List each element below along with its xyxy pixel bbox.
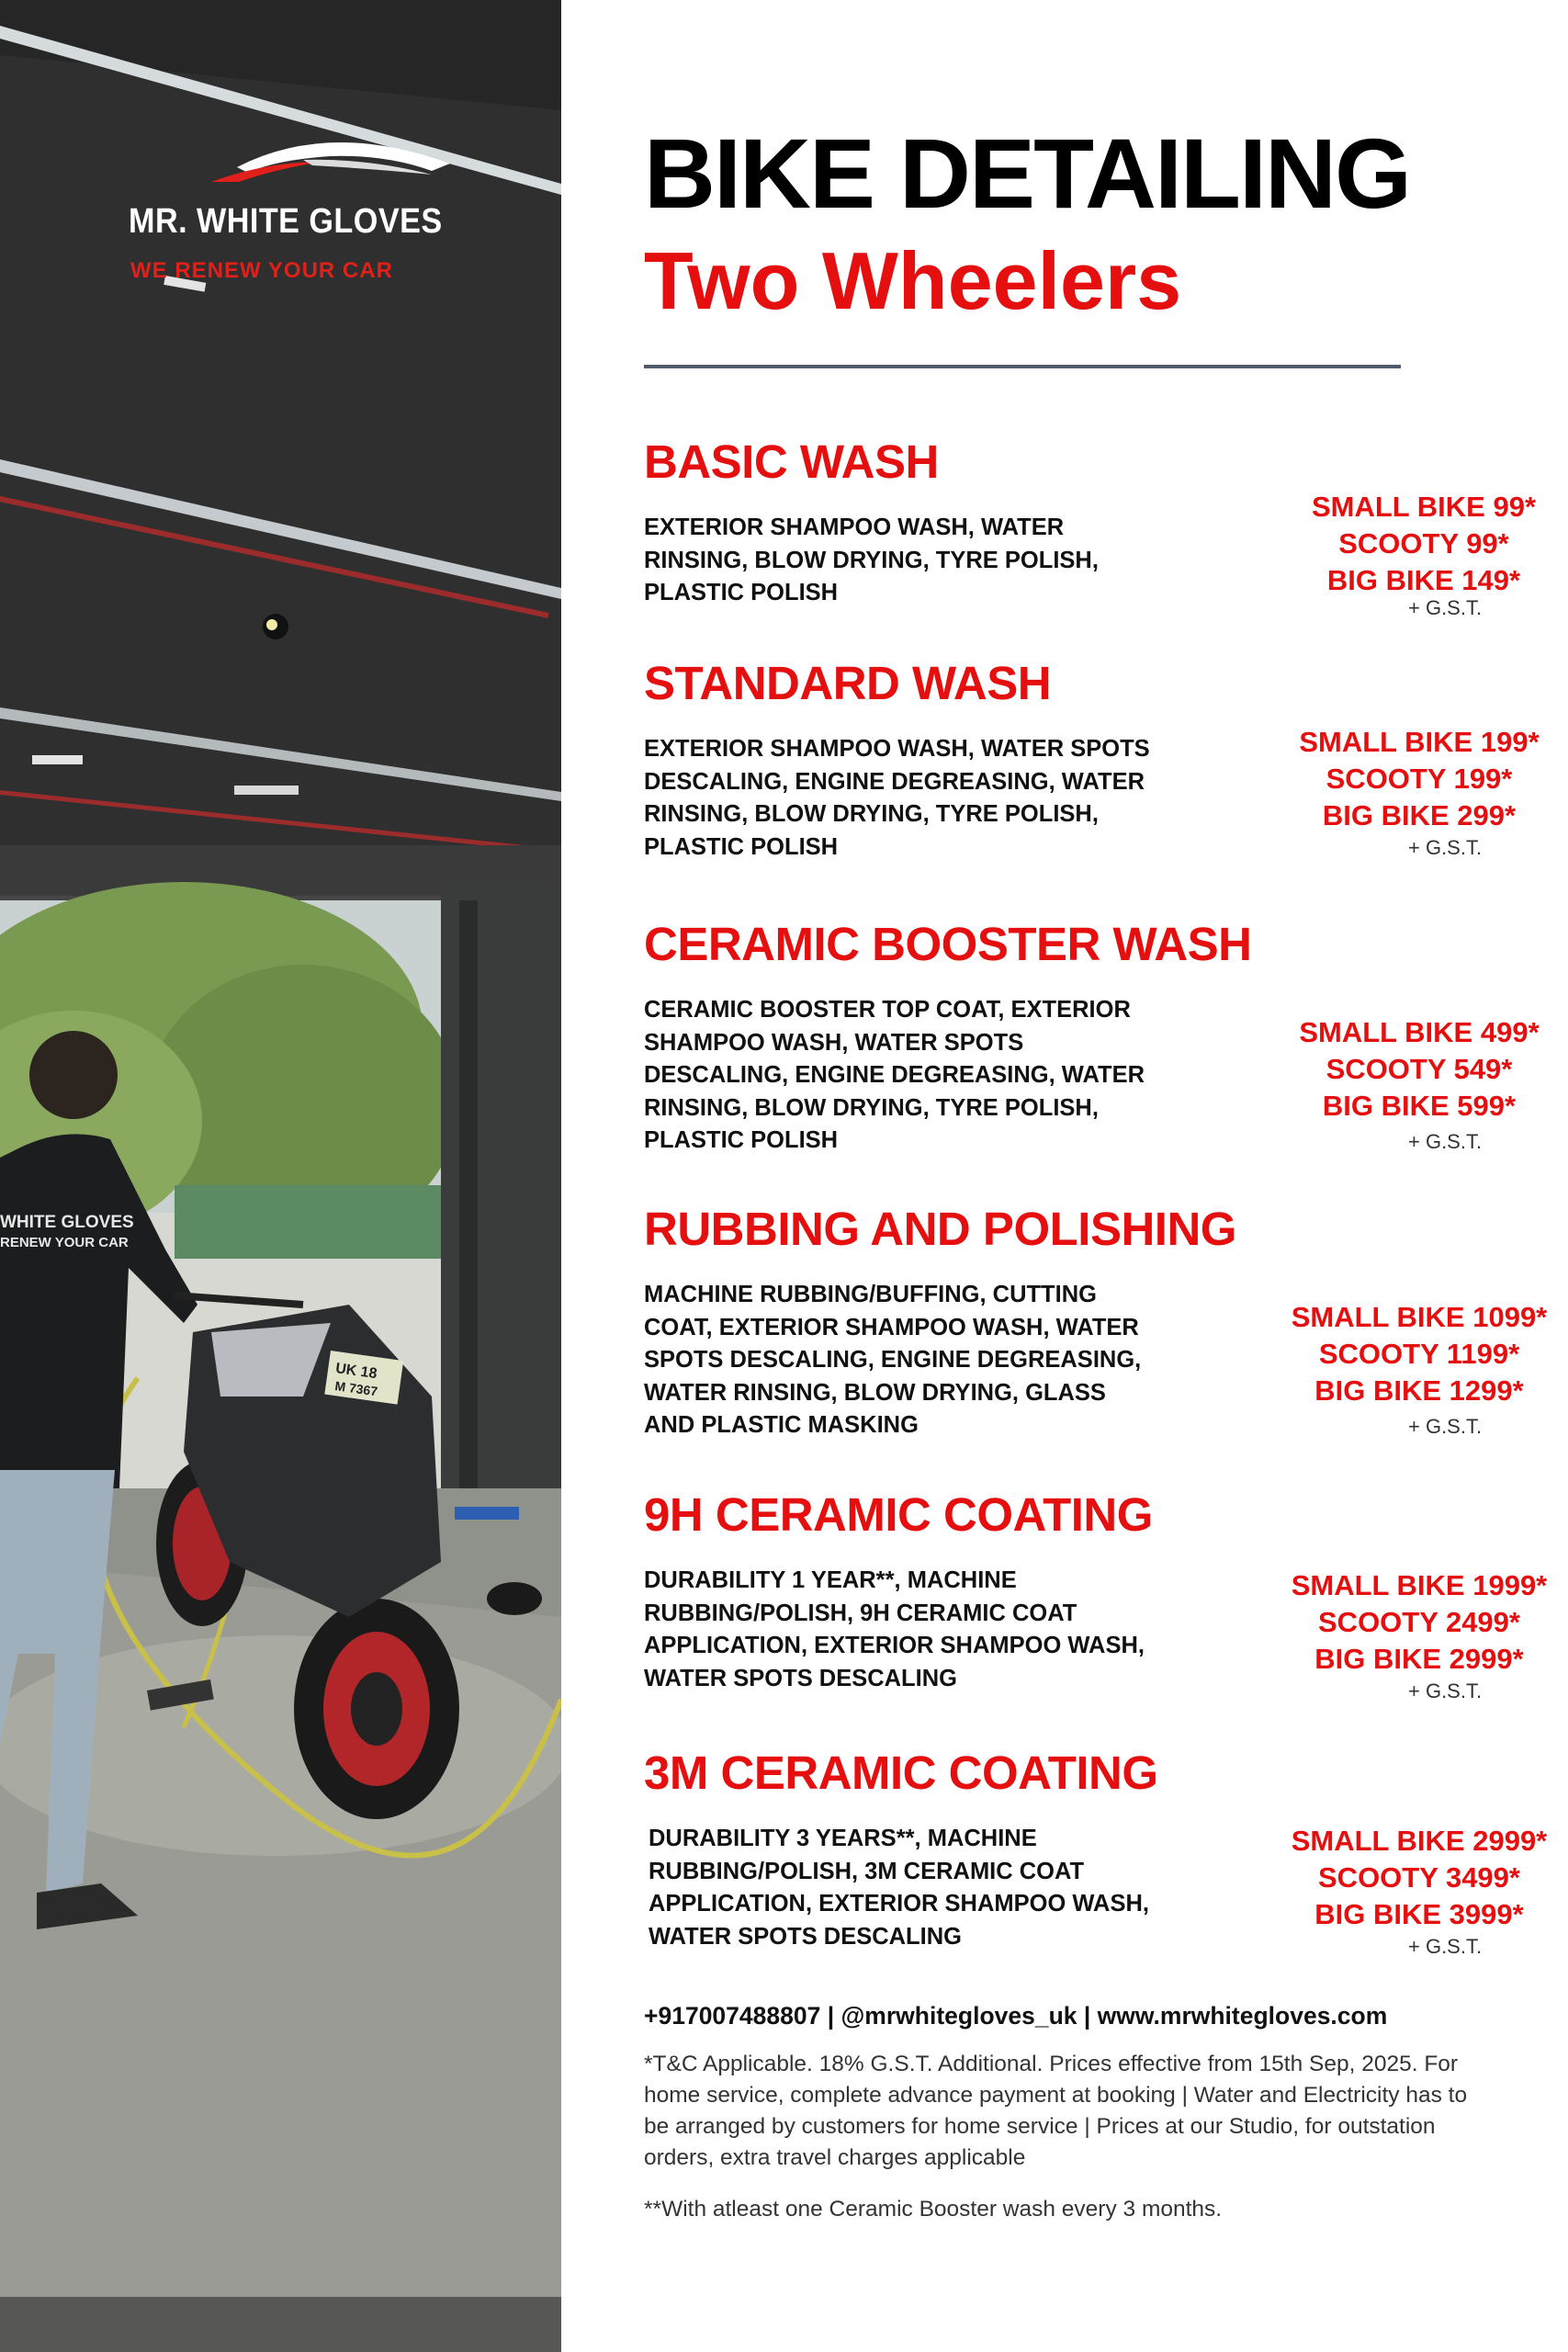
price-big-bike: BIG BIKE 599* — [1322, 1090, 1517, 1122]
washing-scene-illustration — [0, 0, 561, 2352]
price-big-bike: BIG BIKE 299* — [1322, 799, 1517, 831]
service-title: STANDARD WASH — [644, 657, 1052, 709]
terms-conditions: *T&C Applicable. 18% G.S.T. Additional. Prices effective from 15th Sep, 2025. For home service, complete advance payment at booking | Water and Electricity has to be arranged by customers for home service | Prices at our Studio, for outstation orders, extra travel charges applicable — [644, 2052, 1468, 2170]
service-prices — [1281, 1014, 1557, 1125]
price-scooty: SCOOTY 1199* — [1318, 1338, 1520, 1370]
gst-note: + G.S.T. — [1408, 836, 1483, 859]
service-title: CERAMIC BOOSTER WASH — [644, 918, 1252, 970]
bike-plate-line2: M 7367 — [333, 1378, 379, 1399]
price-small-bike: SMALL BIKE 99* — [1311, 491, 1537, 523]
price-small-bike: SMALL BIKE 1999* — [1291, 1569, 1548, 1601]
price-scooty: SCOOTY 99* — [1338, 527, 1509, 560]
gst-note: + G.S.T. — [1408, 596, 1483, 619]
service-description: EXTERIOR SHAMPOO WASH, WATER SPOTS DESCALING, ENGINE DEGREASING, WATER RINSING, BLOW DRYING, TYRE POLISH, PLASTIC POLISH — [644, 736, 1150, 860]
service-description: CERAMIC BOOSTER TOP COAT, EXTERIOR SHAMPOO WASH, WATER SPOTS DESCALING, ENGINE DEGREASING, WATER RINSING, BLOW DRYING, TYRE POLISH, PLASTIC POLISH — [644, 997, 1145, 1153]
footnote: **With atleast one Ceramic Booster wash every 3 months. — [644, 2197, 1223, 2222]
gst-note: + G.S.T. — [1408, 1415, 1483, 1438]
service-prices — [1281, 1567, 1557, 1678]
service-basic-wash — [644, 435, 1537, 619]
service-prices — [1281, 1823, 1557, 1933]
shirt-print-line2: RENEW YOUR CAR — [0, 1235, 129, 1250]
service-title: RUBBING AND POLISHING — [644, 1203, 1236, 1255]
page-subtitle: Two Wheelers — [644, 235, 1182, 326]
price-big-bike: BIG BIKE 2999* — [1314, 1643, 1524, 1675]
price-scooty: SCOOTY 549* — [1325, 1053, 1513, 1085]
hero-photo — [0, 0, 561, 2352]
gst-note: + G.S.T. — [1408, 1130, 1483, 1153]
service-ceramic-booster-wash — [644, 918, 1540, 1153]
service-standard-wash — [644, 657, 1540, 860]
price-big-bike: BIG BIKE 1299* — [1314, 1374, 1524, 1407]
service-description: MACHINE RUBBING/BUFFING, CUTTING COAT, EXTERIOR SHAMPOO WASH, WATER SPOTS DESCALING, ENGINE DEGREASING, WATER RINSING, BLOW DRYING, GLASS AND PLASTIC MASKING — [644, 1282, 1142, 1438]
service-description: DURABILITY 3 YEARS**, MACHINE RUBBING/POLISH, 3M CERAMIC COAT APPLICATION, EXTERIOR SHAMPOO WASH, WATER SPOTS DESCALING — [649, 1826, 1149, 1950]
gst-note: + G.S.T. — [1408, 1679, 1483, 1702]
service-description: DURABILITY 1 YEAR**, MACHINE RUBBING/POLISH, 9H CERAMIC COAT APPLICATION, EXTERIOR SHAMPOO WASH, WATER SPOTS DESCALING — [644, 1567, 1145, 1691]
service-prices — [1286, 489, 1562, 599]
service-title: BASIC WASH — [644, 435, 939, 488]
price-scooty: SCOOTY 3499* — [1318, 1861, 1520, 1894]
page-title: BIKE DETAILING — [644, 118, 1410, 229]
service-rubbing-and-polishing — [644, 1203, 1548, 1438]
header-divider — [644, 365, 1401, 368]
service-3m-ceramic-coating — [644, 1747, 1548, 1958]
service-description: EXTERIOR SHAMPOO WASH, WATER RINSING, BLOW DRYING, TYRE POLISH, PLASTIC POLISH — [644, 514, 1099, 605]
price-scooty: SCOOTY 2499* — [1318, 1606, 1520, 1638]
contact-line: +917007488807 | @mrwhitegloves_uk | www.mrwhitegloves.com — [644, 2002, 1388, 2030]
service-title: 9H CERAMIC COATING — [644, 1488, 1153, 1541]
price-small-bike: SMALL BIKE 499* — [1299, 1016, 1540, 1048]
price-small-bike: SMALL BIKE 2999* — [1291, 1825, 1548, 1857]
service-prices — [1281, 724, 1557, 834]
price-small-bike: SMALL BIKE 1099* — [1291, 1301, 1548, 1333]
price-list — [561, 0, 1568, 2352]
price-big-bike: BIG BIKE 149* — [1326, 564, 1521, 596]
brand-name: MR. WHITE GLOVES — [129, 202, 443, 241]
service-prices — [1281, 1299, 1557, 1409]
bike-plate-line1: UK 18 — [334, 1361, 378, 1383]
price-big-bike: BIG BIKE 3999* — [1314, 1898, 1524, 1930]
price-small-bike: SMALL BIKE 199* — [1299, 726, 1540, 758]
price-scooty: SCOOTY 199* — [1325, 763, 1513, 795]
service-9h-ceramic-coating — [644, 1488, 1548, 1702]
gst-note: + G.S.T. — [1408, 1935, 1483, 1958]
brand-tagline: WE RENEW YOUR CAR — [130, 258, 393, 283]
shirt-print — [0, 1213, 156, 1253]
shirt-print-line1: WHITE GLOVES — [0, 1213, 134, 1232]
service-title: 3M CERAMIC COATING — [644, 1747, 1158, 1799]
